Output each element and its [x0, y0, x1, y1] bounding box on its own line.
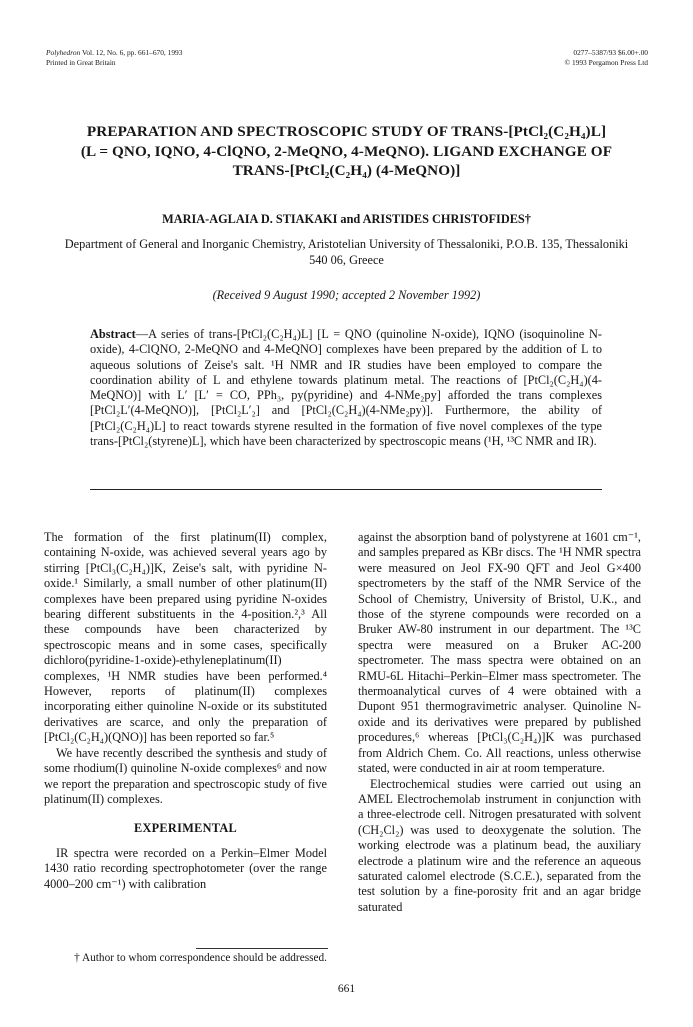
printed-in: Printed in Great Britain: [46, 58, 116, 67]
abstract-text: —A series of trans-[PtCl₂(C₂H₄)L] [L = QNO (quinoline N-oxide), IQNO (isoquinoline N-oxide), 4-ClQNO, 2-MeQNO and 4-MeQNO] complexes have been prepared by the addition of L to aqueous solutions of Zeise's salt. ¹H NMR and IR studies have been employed to compare the coordination ability of L and ethylene towards platinum metal. The reactions of [PtCl₂(C₂H₄)(4-MeQNO)] with L′ [L′ = CO, PPh₃, py(pyridine) and 4-NMe₂py] afforded the trans complexes [PtCl₂L′(4-MeQNO)], [PtCl₂L′₂] and [PtCl₂(C₂H₄)(4-NMe₂py)]. Furthermore, the ability of [PtCl₂(C₂H₄)L] to react towards styrene resulted in the formation of five novel complexes of the type trans-[PtCl₂(styrene)L], which have been characterized by spectroscopic means (¹H, ¹³C NMR and IR).: [90, 327, 602, 449]
intro-paragraph-1: The formation of the first platinum(II) complex, containing N-oxide, was achieved several years ago by stirring [PtCl₃(C₂H₄)]K, Zeise's salt, with pyridine N-oxide.¹ Similarly, a small number of other platinum(II) complexes have been prepared using pyridine N-oxides bearing different substituents in the 4-position.²,³ All these compounds have been characterized by spectroscopic means and in some cases, specifically dichloro(pyridine-1-oxide)-ethyleneplatinum(II) complexes, ¹H NMR studies have been performed.⁴ However, reports of platinum(II) complexes incorporating either quinoline N-oxide or its substituted derivatives are scarce, and only the preparation of [PtCl₂(C₂H₄)(QNO)] has been reported so far.⁵: [44, 530, 327, 745]
experimental-paragraph-2: against the absorption band of polystyrene at 1601 cm⁻¹, and samples prepared as KBr discs. The ¹H NMR spectra were measured on Jeol FX-90 QFT and Jeol G×400 spectrometers by the staff of the NMR Service of the School of Chemistry, University of Bristol, U.K., and those of the styrene compounds were recorded on a Bruker AW-80 instrument in our department. The ¹³C spectra were measured on a Bruker AC-200 spectrometer. The mass spectra were obtained on an RMU-6L Hitachi–Perkin–Elmer mass spectrometer. The thermoanalytical curves of 4 were obtained with a Dupont 951 thermogravimetric analyser. Quinoline N-oxide and its derivatives were prepared by published procedures,⁶ whereas [PtCl₃(C₂H₄)]K was purchased from Aldrich Chem. Co. All reactions, unless otherwise stated, were conducted in air at room temperature.: [358, 530, 641, 776]
experimental-paragraph-1: IR spectra were recorded on a Perkin–Elmer Model 1430 ratio recording spectrophotometer (over the range 4000–200 cm⁻¹) with calibration: [44, 845, 327, 891]
section-heading-experimental: EXPERIMENTAL: [133, 821, 238, 836]
intro-paragraph-2: We have recently described the synthesis and study of some rhodium(I) quinoline N-oxide complexes⁶ and now we report the preparation and spectroscopic study of five platinum(II) complexes.: [44, 745, 327, 806]
abstract-label: Abstract: [90, 327, 136, 341]
footnote-rule: [196, 948, 328, 949]
page-number: 661: [337, 983, 356, 995]
footnote: † Author to whom correspondence should be addressed.: [74, 952, 327, 964]
paper-title: PREPARATION AND SPECTROSCOPIC STUDY OF TRANS-[PtCl₂(C₂H₄)L] (L = QNO, IQNO, 4-ClQNO, 2-MeQNO, 4-MeQNO). LIGAND EXCHANGE OF TRANS-[PtCl₂(C₂H₄) (4-MeQNO)]: [80, 123, 613, 179]
electrochemistry-paragraph: Electrochemical studies were carried out using an AMEL Electrochemolab instrument in conjunction with a three-electrode cell. Nitrogen presaturated with solvent (CH₂Cl₂) was used to deoxygenate the solution. The working electrode was a platinum bead, the auxiliary electrode a platinum wire and the reference an aqueous saturated calomel electrode (S.C.E.), separated from the test solution by a fine-porosity frit and an agar bridge saturated: [358, 776, 641, 914]
running-header-right: [565, 48, 649, 68]
copyright: © 1993 Pergamon Press Ltd: [564, 58, 648, 67]
right-column: [358, 530, 641, 915]
affiliation: Department of General and Inorganic Chemistry, Aristotelian University of Thessaloniki, P.O.B. 135, Thessaloniki 540 06, Greece: [64, 237, 629, 267]
left-column: [44, 530, 327, 892]
running-header-left: [46, 48, 182, 68]
journal-name: Polyhedron: [46, 48, 81, 57]
citation: Vol. 12, No. 6, pp. 661–670, 1993: [81, 48, 183, 57]
abstract-divider: [90, 489, 602, 490]
authors: MARIA-AGLAIA D. STIAKAKI and ARISTIDES CHRISTOFIDES†: [162, 212, 531, 226]
abstract: [90, 327, 602, 449]
received-dates: (Received 9 August 1990; accepted 2 November 1992): [212, 288, 481, 302]
issn-price: 0277–5387/93 $6.00+.00: [573, 48, 648, 57]
